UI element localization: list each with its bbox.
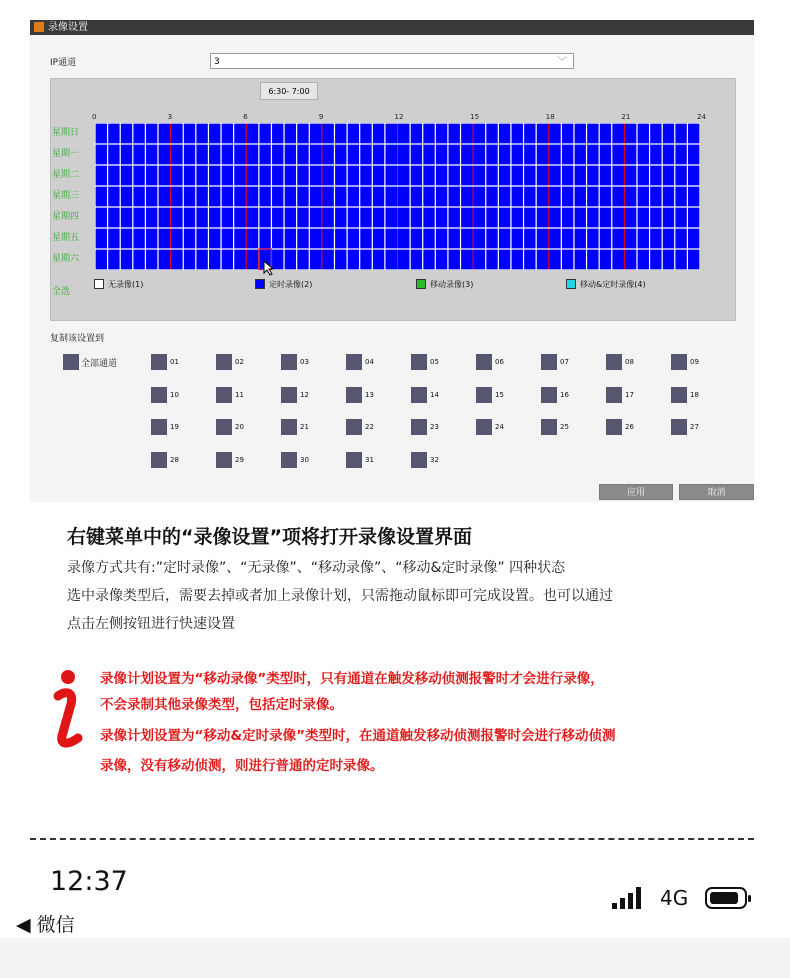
ip-channel-value: 3 <box>214 57 220 67</box>
checkbox <box>281 354 297 370</box>
ip-channel-select[interactable] <box>210 53 574 69</box>
checkbox <box>671 387 687 403</box>
day-label[interactable]: 星期二 <box>52 170 80 180</box>
checkbox <box>411 452 427 468</box>
channel-number: 30 <box>300 455 309 464</box>
channel-number: 07 <box>560 358 569 366</box>
day-label[interactable]: 星期三 <box>52 191 80 201</box>
day-label[interactable]: 星期四 <box>52 212 80 222</box>
checkbox <box>151 452 167 468</box>
article-heading: 右键菜单中的“录像设置”项将打开录像设置界面 <box>67 526 472 548</box>
article-line: 点击左侧按钮进行快速设置 <box>67 616 235 632</box>
time-tooltip: 6:30- 7:00 <box>260 82 318 100</box>
channel-number: 03 <box>300 358 309 366</box>
channel-number: 26 <box>625 423 634 431</box>
hour-label: 18 <box>545 113 555 121</box>
channel-number: 21 <box>300 423 309 431</box>
checkbox <box>411 354 427 370</box>
battery-icon <box>705 886 755 910</box>
channel-number: 31 <box>365 455 374 464</box>
copy-to-label: 复制该设置到 <box>50 334 105 344</box>
bottom-bar <box>0 938 790 978</box>
checkbox <box>346 419 362 435</box>
day-label[interactable]: 星期一 <box>52 149 80 159</box>
network-type: 4G <box>660 886 689 910</box>
hour-label: 24 <box>697 113 706 121</box>
hour-label: 12 <box>394 113 404 121</box>
day-label[interactable]: 星期六 <box>52 254 80 264</box>
checkbox <box>63 354 79 370</box>
all-channels-label: 全部通道 <box>81 359 118 369</box>
checkbox <box>606 419 622 435</box>
hour-label: 3 <box>167 113 173 121</box>
channel-number: 23 <box>430 423 439 431</box>
note-line: 录像，没有移动侦测，则进行普通的定时录像。 <box>100 758 384 774</box>
legend-label: 无录像(1) <box>108 280 144 289</box>
hour-label: 15 <box>470 113 480 121</box>
checkbox <box>476 354 492 370</box>
status-time: 12:37 <box>50 866 128 897</box>
legend-swatch-motion-timed <box>566 279 576 289</box>
ip-channel-label: IP通道 <box>50 58 77 68</box>
window-titlebar <box>30 20 754 35</box>
legend-swatch-timed <box>255 279 265 289</box>
checkbox <box>151 387 167 403</box>
dashed-divider <box>30 838 754 840</box>
checkbox <box>541 419 557 435</box>
channel-number: 09 <box>690 358 699 366</box>
legend-label: 移动录像(3) <box>430 280 474 289</box>
app-icon <box>34 22 44 32</box>
channel-number: 12 <box>300 390 309 399</box>
channel-number: 08 <box>625 358 634 366</box>
mouse-cursor-icon <box>262 260 276 276</box>
apply-button[interactable]: 应用 <box>599 484 673 500</box>
legend-swatch-none <box>94 279 104 289</box>
checkbox <box>281 387 297 403</box>
legend-label: 定时录像(2) <box>269 280 313 289</box>
article-line: 录像方式共有:”定时录像”、“无录像”、“移动录像”、“移动&定时录像” 四种状态 <box>67 560 566 576</box>
channel-number: 18 <box>690 390 699 399</box>
hour-label: 9 <box>318 113 324 121</box>
channel-number: 02 <box>235 358 244 366</box>
channel-number: 10 <box>170 390 179 399</box>
channel-number: 22 <box>365 423 374 431</box>
checkbox <box>411 387 427 403</box>
checkbox <box>216 354 232 370</box>
checkbox <box>151 419 167 435</box>
channel-number: 16 <box>560 390 569 399</box>
select-all-link[interactable]: 全选 <box>52 287 71 297</box>
channel-number: 14 <box>430 390 439 399</box>
checkbox <box>346 387 362 403</box>
hour-label: 6 <box>243 113 248 121</box>
channel-number: 01 <box>170 358 179 366</box>
checkbox <box>281 452 297 468</box>
legend-label: 移动&定时录像(4) <box>580 280 646 289</box>
channel-number: 27 <box>690 423 699 431</box>
back-to-wechat[interactable]: ◀ 微信 <box>16 914 75 936</box>
note-line: 录像计划设置为“移动&定时录像”类型时，在通道触发移动侦测报警时会进行移动侦测 <box>100 728 616 744</box>
hour-label: 21 <box>621 113 631 121</box>
day-label[interactable]: 星期日 <box>52 128 80 138</box>
checkbox <box>216 452 232 468</box>
checkbox <box>671 419 687 435</box>
channel-number: 19 <box>170 423 179 431</box>
signal-icon <box>612 887 650 911</box>
article-line: 选中录像类型后，需要去掉或者加上录像计划，只需拖动鼠标即可完成设置。也可以通过 <box>67 588 613 604</box>
checkbox <box>346 452 362 468</box>
checkbox <box>476 387 492 403</box>
checkbox <box>216 387 232 403</box>
info-icon <box>40 668 90 756</box>
channel-number: 13 <box>365 390 374 399</box>
note-line: 录像计划设置为“移动录像”类型时，只有通道在触发移动侦测报警时才会进行录像， <box>100 671 604 687</box>
channel-number: 25 <box>560 423 569 431</box>
channel-number: 04 <box>365 358 374 366</box>
checkbox <box>346 354 362 370</box>
checkbox <box>476 419 492 435</box>
checkbox <box>671 354 687 370</box>
day-label[interactable]: 星期五 <box>52 233 80 243</box>
channel-number: 11 <box>235 390 244 399</box>
cancel-button[interactable]: 取消 <box>679 484 754 500</box>
channel-number: 17 <box>625 390 634 399</box>
checkbox <box>216 419 232 435</box>
legend-swatch-motion <box>416 279 426 289</box>
channel-number: 28 <box>170 455 179 464</box>
note-line: 不会录制其他录像类型，包括定时录像。 <box>100 697 343 713</box>
channel-number: 29 <box>235 455 244 464</box>
channel-number: 24 <box>495 423 504 431</box>
channel-number: 20 <box>235 423 244 431</box>
checkbox <box>281 419 297 435</box>
chevron-down-icon: ﹀ <box>557 57 567 68</box>
checkbox <box>606 354 622 370</box>
hour-label: 0 <box>92 113 97 121</box>
window-title: 录像设置 <box>48 22 88 33</box>
schedule-grid[interactable] <box>95 123 700 270</box>
checkbox <box>541 387 557 403</box>
recording-settings-window <box>30 20 754 502</box>
checkbox <box>606 387 622 403</box>
channel-number: 32 <box>430 455 439 464</box>
channel-number: 06 <box>495 358 504 366</box>
checkbox <box>541 354 557 370</box>
channel-number: 15 <box>495 390 504 399</box>
checkbox <box>411 419 427 435</box>
channel-number: 05 <box>430 358 439 366</box>
checkbox <box>151 354 167 370</box>
